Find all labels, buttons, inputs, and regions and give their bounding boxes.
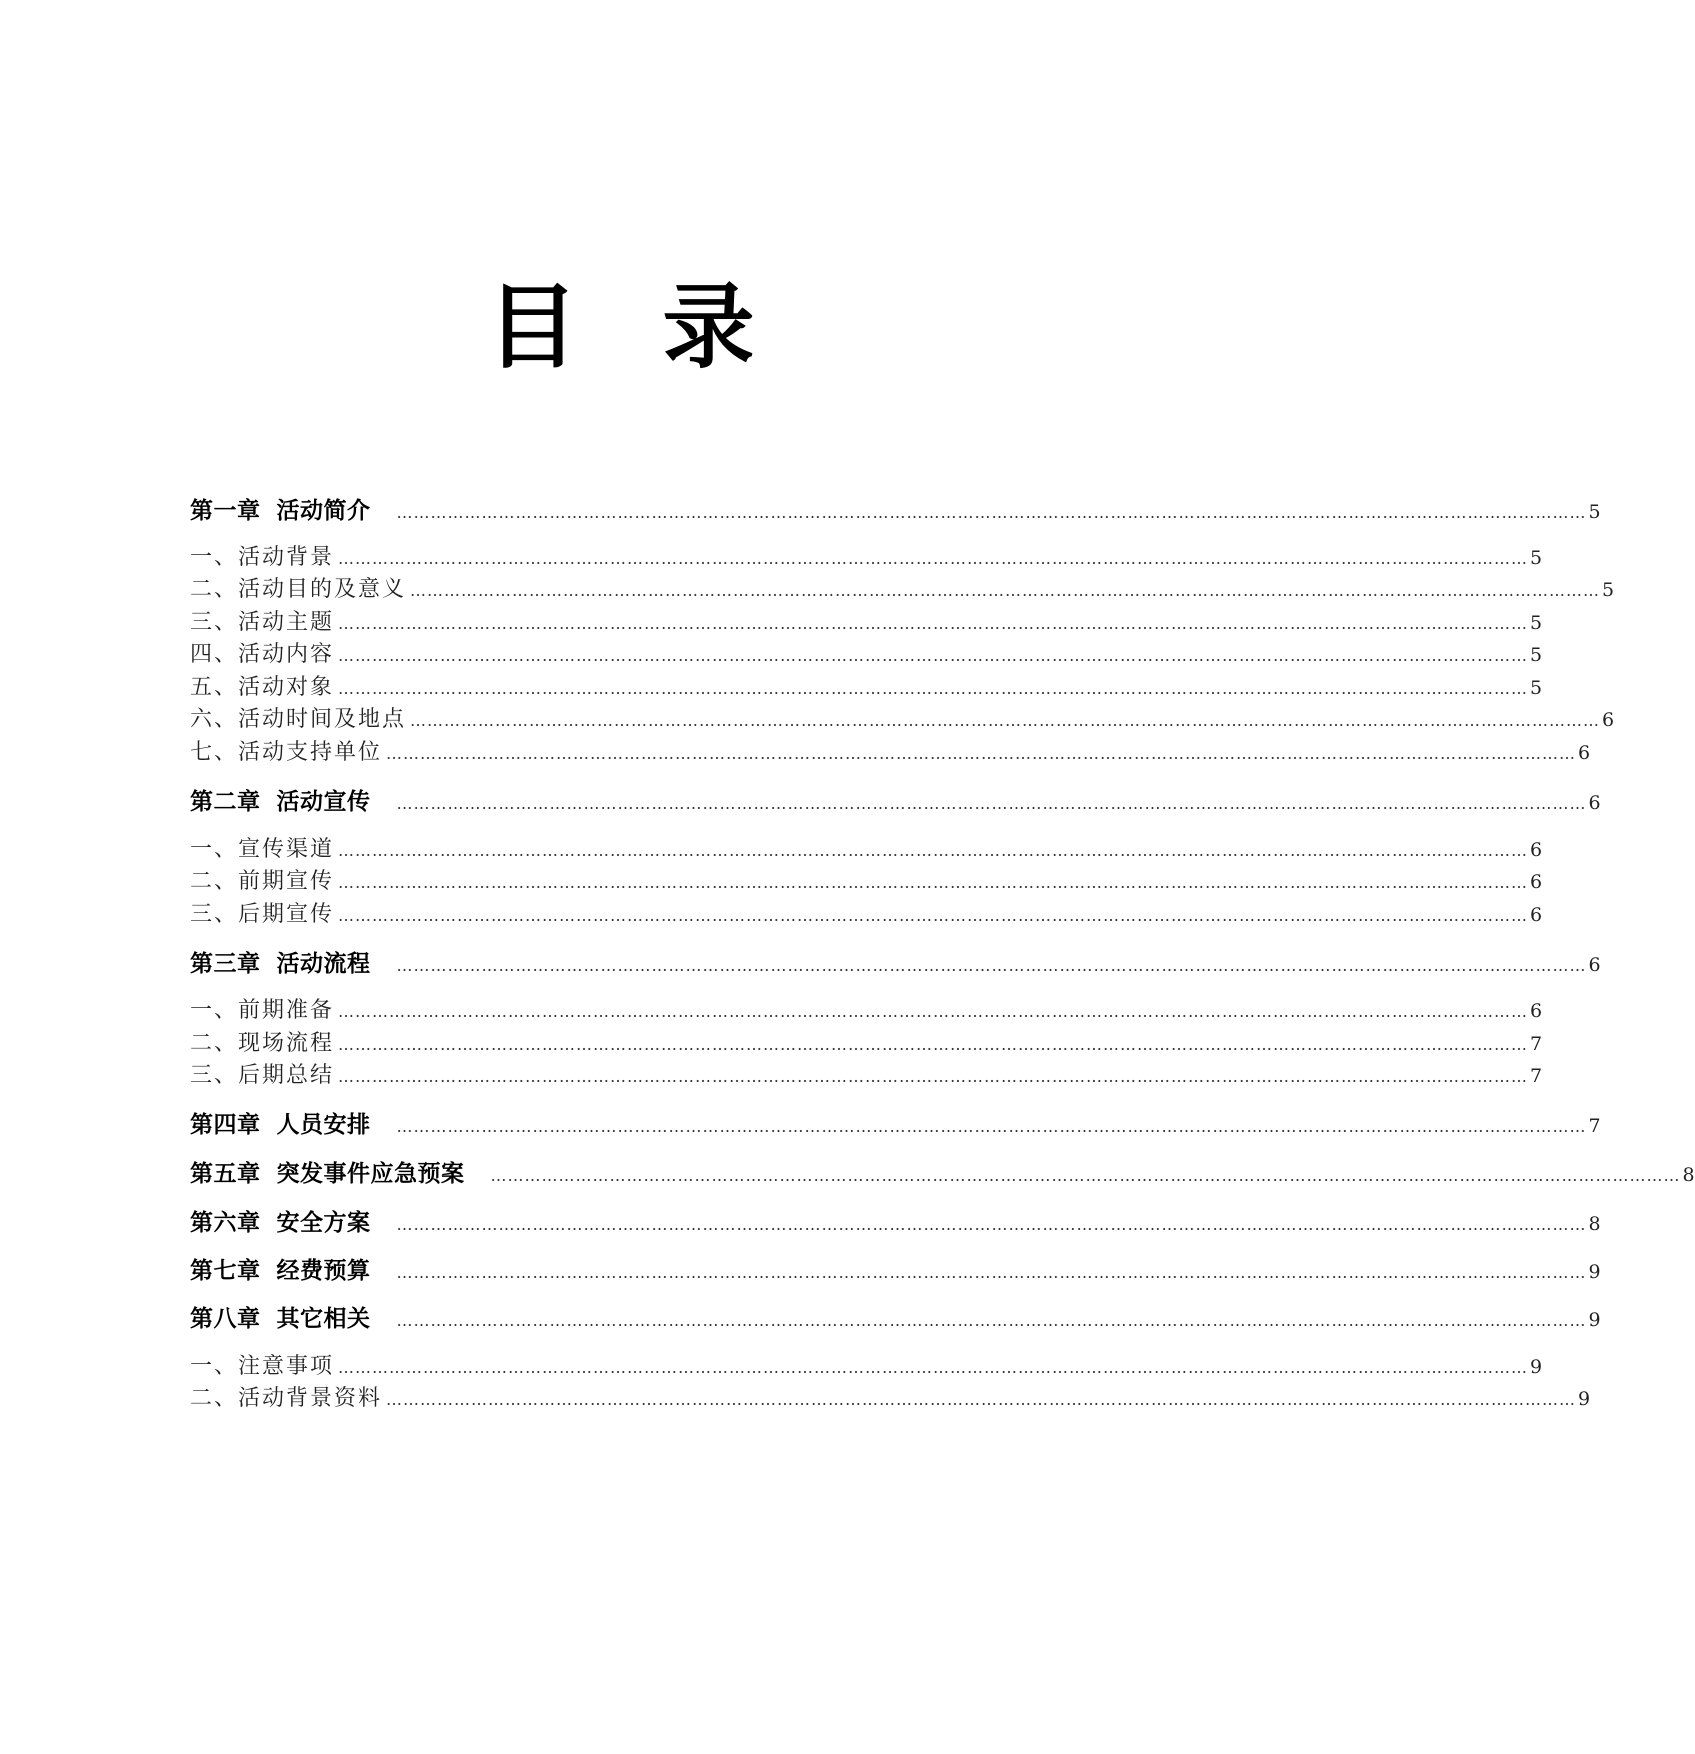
dot-leader: ………………………………………………………………………………………………………………………………………………………………………………………… xyxy=(338,549,1529,568)
toc-chapter-entry[interactable] xyxy=(190,945,1601,978)
section-title: 三、后期宣传 xyxy=(190,902,335,927)
chapter-number: 第六章 xyxy=(190,1210,261,1236)
chapter-number: 第五章 xyxy=(190,1161,261,1187)
section-title: 一、宣传渠道 xyxy=(190,837,335,862)
toc-section-entry[interactable] xyxy=(190,832,1543,863)
chapter-number: 第一章 xyxy=(190,498,261,524)
dot-leader: ………………………………………………………………………………………………………………………………………………………………………………………… xyxy=(386,1390,1577,1409)
dot-leader: ………………………………………………………………………………………………………………………………………………………………………………………… xyxy=(338,1035,1529,1054)
dot-leader: ………………………………………………………………………………………………………………………………………………………………………………………… xyxy=(386,744,1577,763)
section-title: 三、活动主题 xyxy=(190,610,335,635)
toc-chapter-entry[interactable] xyxy=(190,1204,1601,1237)
chapter-label xyxy=(190,1204,371,1237)
toc-section-entry[interactable] xyxy=(190,864,1543,895)
page-number: 8 xyxy=(1588,1213,1601,1235)
dot-leader: ………………………………………………………………………………………………………………………………………………………………………………………… xyxy=(338,1067,1529,1086)
chapter-number: 第三章 xyxy=(190,951,261,977)
chapter-title: 经费预算 xyxy=(276,1258,371,1284)
toc-section-entry[interactable] xyxy=(190,605,1543,636)
chapter-number: 第二章 xyxy=(190,789,261,815)
toc-chapter-entry[interactable] xyxy=(190,492,1601,525)
section-title: 一、活动背景 xyxy=(190,545,335,570)
page-number: 5 xyxy=(1530,612,1543,634)
page-number: 7 xyxy=(1530,1033,1543,1055)
chapter-title: 活动宣传 xyxy=(276,789,371,815)
page-number: 9 xyxy=(1588,1309,1601,1331)
toc-section-entry[interactable] xyxy=(190,993,1543,1024)
page-number: 8 xyxy=(1682,1164,1695,1186)
page-number: 9 xyxy=(1530,1356,1543,1378)
page-number: 6 xyxy=(1530,839,1543,861)
toc-section-entry[interactable] xyxy=(190,702,1615,733)
toc-chapter-entry[interactable] xyxy=(190,1300,1601,1333)
toc-title-char-1: 目 xyxy=(486,273,579,381)
chapter-title: 安全方案 xyxy=(276,1210,371,1236)
page-number: 6 xyxy=(1578,742,1591,764)
section-title: 四、活动内容 xyxy=(190,642,335,667)
dot-leader: ………………………………………………………………………………………………………………………………………………………………………………………… xyxy=(396,503,1587,522)
section-title: 五、活动对象 xyxy=(190,675,335,700)
chapter-title: 活动简介 xyxy=(276,498,371,524)
chapter-number: 第七章 xyxy=(190,1258,261,1284)
section-title: 七、活动支持单位 xyxy=(190,740,383,765)
page-number: 6 xyxy=(1530,871,1543,893)
dot-leader: ………………………………………………………………………………………………………………………………………………………………………………………… xyxy=(338,906,1529,925)
section-title: 二、活动背景资料 xyxy=(190,1386,383,1411)
chapter-title: 人员安排 xyxy=(276,1112,371,1138)
section-title: 三、后期总结 xyxy=(190,1063,335,1088)
page-number: 6 xyxy=(1588,954,1601,976)
page-number: 5 xyxy=(1530,547,1543,569)
toc-chapter-entry[interactable] xyxy=(190,1155,1695,1188)
toc-chapter-entry[interactable] xyxy=(190,1106,1601,1139)
chapter-label xyxy=(190,1155,465,1188)
page-number: 9 xyxy=(1578,1388,1591,1410)
section-title: 一、注意事项 xyxy=(190,1354,335,1379)
page-number: 9 xyxy=(1588,1261,1601,1283)
section-title: 二、现场流程 xyxy=(190,1031,335,1056)
dot-leader: ………………………………………………………………………………………………………………………………………………………………………………………… xyxy=(410,581,1601,600)
dot-leader: ………………………………………………………………………………………………………………………………………………………………………………………… xyxy=(396,1117,1587,1136)
dot-leader: ………………………………………………………………………………………………………………………………………………………………………………………… xyxy=(396,1263,1587,1282)
chapter-label xyxy=(190,1252,371,1285)
dot-leader: ………………………………………………………………………………………………………………………………………………………………………………………… xyxy=(338,614,1529,633)
page-number: 5 xyxy=(1530,677,1543,699)
toc-section-entry[interactable] xyxy=(190,540,1543,571)
chapter-label xyxy=(190,1300,371,1333)
chapter-label xyxy=(190,492,371,525)
section-title: 二、活动目的及意义 xyxy=(190,577,407,602)
dot-leader: ………………………………………………………………………………………………………………………………………………………………………………………… xyxy=(338,841,1529,860)
dot-leader: ………………………………………………………………………………………………………………………………………………………………………………………… xyxy=(338,1358,1529,1377)
toc-section-entry[interactable] xyxy=(190,735,1591,766)
dot-leader: ………………………………………………………………………………………………………………………………………………………………………………………… xyxy=(338,679,1529,698)
dot-leader: ………………………………………………………………………………………………………………………………………………………………………………………… xyxy=(396,1215,1587,1234)
page-number: 6 xyxy=(1602,709,1615,731)
chapter-label xyxy=(190,945,371,978)
toc-section-entry[interactable] xyxy=(190,670,1543,701)
dot-leader: ………………………………………………………………………………………………………………………………………………………………………………………… xyxy=(338,646,1529,665)
toc-section-entry[interactable] xyxy=(190,572,1615,603)
section-title: 二、前期宣传 xyxy=(190,869,335,894)
toc-section-entry[interactable] xyxy=(190,1381,1591,1412)
toc-title xyxy=(0,272,1241,382)
toc-chapter-entry[interactable] xyxy=(190,783,1601,816)
chapter-label xyxy=(190,1106,371,1139)
section-title: 六、活动时间及地点 xyxy=(190,707,407,732)
page-number: 6 xyxy=(1588,792,1601,814)
chapter-label xyxy=(190,783,371,816)
dot-leader: ………………………………………………………………………………………………………………………………………………………………………………………… xyxy=(338,1002,1529,1021)
toc-chapter-entry[interactable] xyxy=(190,1252,1601,1285)
chapter-title: 活动流程 xyxy=(276,951,371,977)
page-number: 5 xyxy=(1588,501,1601,523)
chapter-number: 第四章 xyxy=(190,1112,261,1138)
page-number: 7 xyxy=(1530,1065,1543,1087)
page-number: 6 xyxy=(1530,1000,1543,1022)
toc-title-char-2: 录 xyxy=(662,273,755,381)
toc-section-entry[interactable] xyxy=(190,897,1543,928)
chapter-title: 突发事件应急预案 xyxy=(276,1161,465,1187)
chapter-number: 第八章 xyxy=(190,1306,261,1332)
dot-leader: ………………………………………………………………………………………………………………………………………………………………………………………… xyxy=(410,711,1601,730)
dot-leader: ………………………………………………………………………………………………………………………………………………………………………………………… xyxy=(396,794,1587,813)
page-number: 5 xyxy=(1530,644,1543,666)
dot-leader: ………………………………………………………………………………………………………………………………………………………………………………………… xyxy=(338,873,1529,892)
toc-section-entry[interactable] xyxy=(190,1026,1543,1057)
dot-leader: ………………………………………………………………………………………………………………………………………………………………………………………… xyxy=(396,1311,1587,1330)
toc-section-entry[interactable] xyxy=(190,1349,1543,1380)
page-number: 7 xyxy=(1588,1115,1601,1137)
page-number: 5 xyxy=(1602,579,1615,601)
chapter-title: 其它相关 xyxy=(276,1306,371,1332)
dot-leader: ………………………………………………………………………………………………………………………………………………………………………………………… xyxy=(396,956,1587,975)
dot-leader: ………………………………………………………………………………………………………………………………………………………………………………………… xyxy=(490,1166,1681,1185)
section-title: 一、前期准备 xyxy=(190,998,335,1023)
page-number: 6 xyxy=(1530,904,1543,926)
toc-section-entry[interactable] xyxy=(190,1058,1543,1089)
toc-section-entry[interactable] xyxy=(190,637,1543,668)
